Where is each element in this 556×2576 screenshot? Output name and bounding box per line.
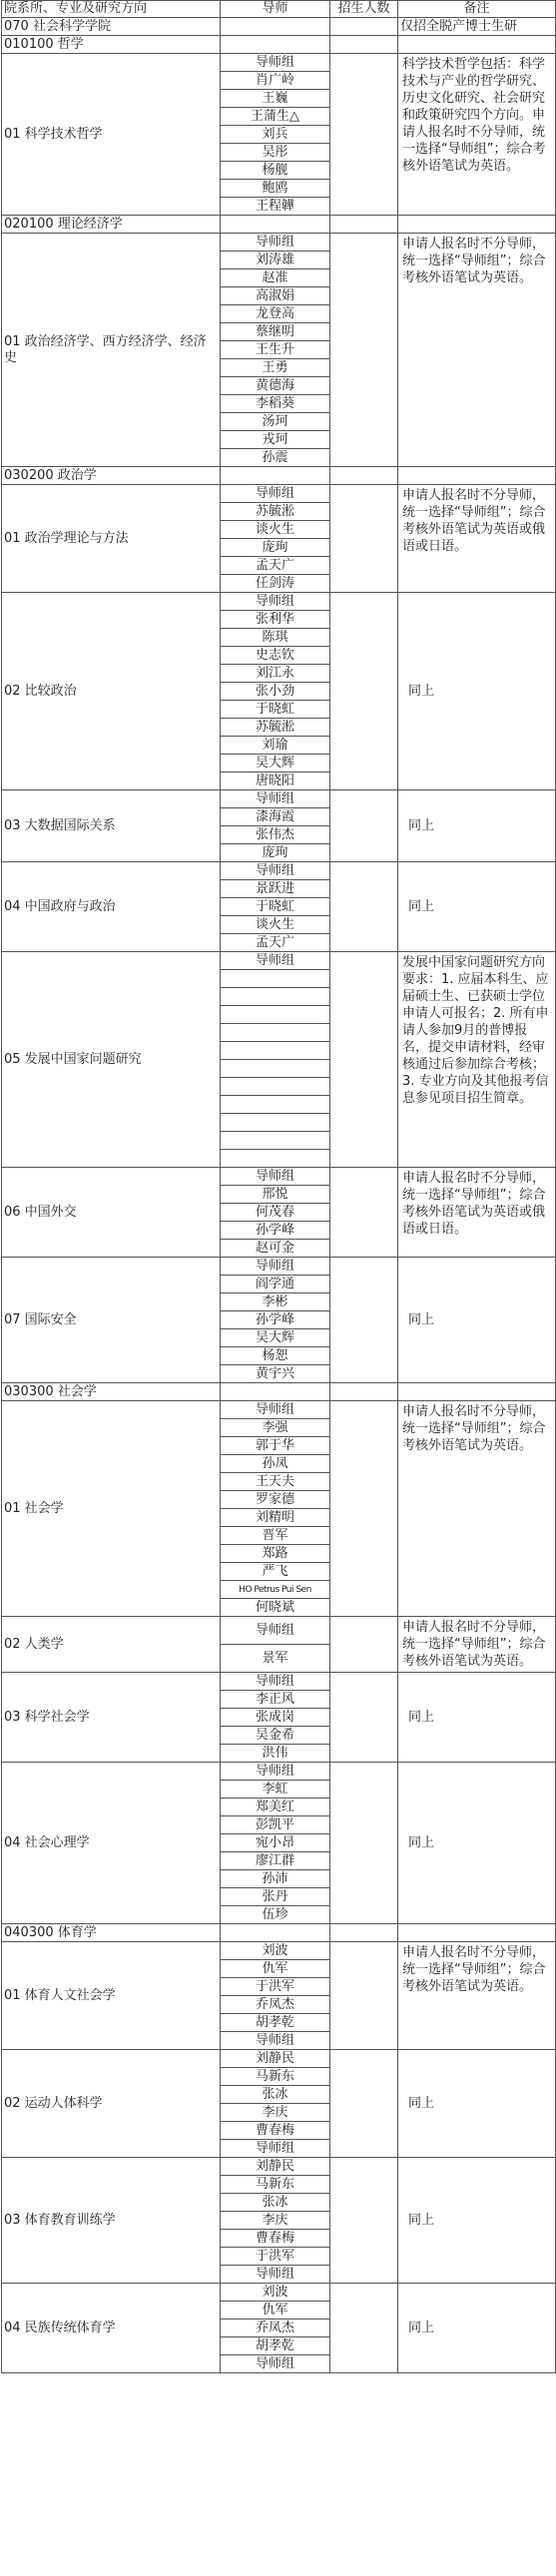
advisor-cell: 阎学通: [221, 1276, 330, 1293]
advisor-cell: 张成岗: [221, 1709, 330, 1727]
advisor-cell: 苏毓淞: [221, 719, 330, 737]
direction-name: 07 国际安全: [2, 1258, 221, 1383]
advisor-cell: HO Petrus Pui Sen: [221, 1581, 330, 1599]
advisor-cell: 何晓斌: [221, 1599, 330, 1617]
advisor-cell: 李庆: [221, 2104, 330, 2122]
advisor-cell: 于晓虹: [221, 701, 330, 719]
direction-name: 04 社会心理学: [2, 1763, 221, 1924]
direction-note: 申请人报名时不分导师，统一选择“导师组”；综合考核外语笔试为英语。: [398, 1942, 556, 2050]
advisor-cell: 吴金希: [221, 1727, 330, 1745]
major-label: 040300 体育学: [2, 1924, 221, 1942]
advisor-cell: 曹春梅: [221, 2230, 330, 2248]
advisor-cell: [221, 988, 330, 1006]
table-row: [2, 1763, 556, 1781]
enrollment-cell: [330, 1617, 398, 1673]
table-row: [2, 54, 556, 72]
direction-name: 01 社会学: [2, 1401, 221, 1617]
advisor-cell: 导师组: [221, 593, 330, 611]
advisor-cell: 李强: [221, 1419, 330, 1437]
direction-note: 同上: [398, 2050, 556, 2158]
advisor-cell: 郑路: [221, 1545, 330, 1563]
header-notes: 备注: [398, 1, 556, 18]
college-label: 070 社会科学学院: [2, 18, 221, 36]
advisor-cell: 肖广岭: [221, 72, 330, 90]
advisor-cell: 李稻葵: [221, 395, 330, 413]
table-row: [2, 952, 556, 970]
direction-name: 03 体育教育训练学: [2, 2158, 221, 2284]
advisor-cell: 洪伟: [221, 1745, 330, 1763]
advisor-cell: 李庆: [221, 2212, 330, 2230]
header-department: 院系所、专业及研究方向: [2, 1, 221, 18]
direction-note: 同上: [398, 593, 556, 790]
advisor-cell: 李虹: [221, 1781, 330, 1799]
advisor-cell: 导师组: [221, 54, 330, 72]
table-header-row: [2, 1, 556, 18]
advisor-cell: 刘静民: [221, 2050, 330, 2068]
direction-name: 01 体育人文社会学: [2, 1942, 221, 2050]
advisor-cell: [221, 1024, 330, 1042]
advisor-cell: 导师组: [221, 1258, 330, 1276]
advisor-cell: 孙沛: [221, 1870, 330, 1888]
advisor-cell: 庞珣: [221, 844, 330, 862]
enrollment-cell: [330, 485, 398, 593]
advisor-cell: 导师组: [221, 862, 330, 880]
header-advisor: 导师: [221, 1, 330, 18]
direction-note: 同上: [398, 790, 556, 862]
table-body: [2, 18, 556, 2373]
table-row: [2, 234, 556, 252]
advisor-cell: [221, 1078, 330, 1096]
table-row: [2, 2050, 556, 2068]
direction-note: 申请人报名时不分导师，统一选择“导师组”；综合考核外语笔试为英语。: [398, 1617, 556, 1673]
direction-name: 03 大数据国际关系: [2, 790, 221, 862]
advisor-cell: 导师组: [221, 2266, 330, 2284]
advisor-cell: 彭凯平: [221, 1816, 330, 1834]
advisor-cell: 郑美红: [221, 1799, 330, 1816]
advisor-cell: [221, 1006, 330, 1024]
enrollment-cell: [330, 593, 398, 790]
advisor-cell: 导师组: [221, 1401, 330, 1419]
advisor-cell: 鲍鸥: [221, 180, 330, 198]
advisor-cell: 严飞: [221, 1563, 330, 1581]
advisor-cell: 张冰: [221, 2194, 330, 2212]
advisor-cell: 刘兵: [221, 126, 330, 144]
advisor-cell: 吴大辉: [221, 755, 330, 773]
direction-name: 02 人类学: [2, 1617, 221, 1673]
admissions-table: [1, 0, 556, 2373]
advisor-cell: 郭于华: [221, 1437, 330, 1455]
advisor-cell: 王程韡: [221, 198, 330, 216]
advisor-cell: 李正风: [221, 1691, 330, 1709]
header-enrollment: 招生人数: [330, 1, 398, 18]
advisor-cell: 任剑涛: [221, 575, 330, 593]
advisor-cell: 张小劲: [221, 683, 330, 701]
major-label: 020100 理论经济学: [2, 216, 221, 234]
advisor-cell: 何茂春: [221, 1204, 330, 1222]
direction-note: 申请人报名时不分导师，统一选择“导师组”；综合考核外语笔试为英语。: [398, 234, 556, 467]
enrollment-cell: [330, 234, 398, 467]
advisor-cell: 王生升: [221, 341, 330, 359]
advisor-cell: 王天夫: [221, 1473, 330, 1491]
direction-note: 同上: [398, 2158, 556, 2284]
table-row: [2, 2158, 556, 2176]
advisor-cell: 龙登高: [221, 305, 330, 323]
advisor-cell: 孙震: [221, 449, 330, 467]
enrollment-cell: [330, 1942, 398, 2050]
direction-name: 02 比较政治: [2, 593, 221, 790]
advisor-cell: 王蒲生△: [221, 108, 330, 126]
advisor-cell: 刘静民: [221, 2158, 330, 2176]
advisor-cell: [221, 1096, 330, 1114]
advisor-cell: 胡孝乾: [221, 2014, 330, 2032]
table-row: [2, 1168, 556, 1186]
advisor-cell: 杨恕: [221, 1347, 330, 1365]
advisor-cell: 王巍: [221, 90, 330, 108]
table-row: [2, 790, 556, 808]
advisor-cell: 汤珂: [221, 413, 330, 431]
enrollment-cell: [330, 1168, 398, 1258]
direction-name: 03 科学社会学: [2, 1673, 221, 1763]
direction-name: 05 发展中国家问题研究: [2, 952, 221, 1168]
enrollment-cell: [330, 952, 398, 1168]
advisor-cell: 导师组: [221, 2140, 330, 2158]
advisor-cell: 导师组: [221, 485, 330, 503]
advisor-cell: 张利华: [221, 611, 330, 629]
direction-note: 发展中国家问题研究方向要求：1. 应届本科生、应届硕士生、已获硕士学位申请人可报名；2. 所有申请人参加9月的普博报名，提交申请材料，经审核通过后参加综合考核；3. 专业方向及其他报考信息参见项目招生简章。: [398, 952, 556, 1168]
advisor-cell: 刘波: [221, 1942, 330, 1960]
advisor-cell: 张冰: [221, 2086, 330, 2104]
enrollment-cell: [330, 862, 398, 952]
direction-name: 01 政治经济学、西方经济学、经济史: [2, 234, 221, 467]
enrollment-cell: [330, 2050, 398, 2158]
direction-note: 同上: [398, 862, 556, 952]
advisor-cell: [221, 1042, 330, 1060]
advisor-cell: 黄宇兴: [221, 1365, 330, 1383]
advisor-cell: [221, 1114, 330, 1132]
college-note: 仅招全脱产博士生研: [398, 18, 556, 36]
direction-note: 科学技术哲学包括：科学技术与产业的哲学研究、历史文化研究、社会研究和政策研究四个方向。申请人报名时不分导师，统一选择“导师组”；综合考核外语笔试为英语。: [398, 54, 556, 216]
advisor-cell: 于晓虹: [221, 898, 330, 916]
advisor-cell: 罗家德: [221, 1491, 330, 1509]
direction-note: 同上: [398, 1763, 556, 1924]
advisor-cell: 王勇: [221, 359, 330, 377]
advisor-cell: 吴大辉: [221, 1329, 330, 1347]
advisor-cell: 庞珣: [221, 539, 330, 557]
direction-name: 04 中国政府与政治: [2, 862, 221, 952]
table-row: [2, 1617, 556, 1645]
table-row: [2, 1673, 556, 1691]
enrollment-cell: [330, 2158, 398, 2284]
advisor-cell: 导师组: [221, 2355, 330, 2373]
table-row: [2, 485, 556, 503]
direction-name: 06 中国外交: [2, 1168, 221, 1258]
enrollment-cell: [330, 1673, 398, 1763]
enrollment-cell: [330, 1763, 398, 1924]
advisor-cell: 宛小昂: [221, 1834, 330, 1852]
major-row: [2, 1924, 556, 1942]
direction-note: 同上: [398, 1673, 556, 1763]
advisor-cell: [221, 1132, 330, 1150]
table-row: [2, 2284, 556, 2302]
advisor-cell: 高淑娟: [221, 287, 330, 305]
major-label: 010100 哲学: [2, 36, 221, 54]
enrollment-cell: [330, 54, 398, 216]
advisor-cell: 导师组: [221, 2032, 330, 2050]
advisor-cell: 晋军: [221, 1527, 330, 1545]
advisor-cell: 胡孝乾: [221, 2337, 330, 2355]
major-row: [2, 467, 556, 485]
enrollment-cell: [330, 2284, 398, 2373]
direction-name: 02 运动人体科学: [2, 2050, 221, 2158]
advisor-cell: 赵准: [221, 269, 330, 287]
major-row: [2, 36, 556, 54]
advisor-cell: 邢悦: [221, 1186, 330, 1204]
direction-name: 01 科学技术哲学: [2, 54, 221, 216]
advisor-cell: 导师组: [221, 234, 330, 252]
major-row: [2, 216, 556, 234]
advisor-cell: 张丹: [221, 1888, 330, 1906]
advisor-cell: 孟天广: [221, 557, 330, 575]
enrollment-cell: [330, 1258, 398, 1383]
advisor-cell: 史志钦: [221, 647, 330, 665]
advisor-cell: [221, 1150, 330, 1168]
advisor-cell: 导师组: [221, 790, 330, 808]
advisor-cell: 廖江群: [221, 1852, 330, 1870]
advisor-cell: 孟天广: [221, 934, 330, 952]
direction-note: 同上: [398, 2284, 556, 2373]
advisor-cell: 乔凤杰: [221, 1996, 330, 2014]
table-row: [2, 1401, 556, 1419]
table-row: [2, 1942, 556, 1960]
direction-note: 同上: [398, 1258, 556, 1383]
advisor-cell: 于洪军: [221, 2248, 330, 2266]
table-row: [2, 593, 556, 611]
advisor-cell: 导师组: [221, 1763, 330, 1781]
advisor-cell: 赵可金: [221, 1240, 330, 1258]
advisor-cell: 李彬: [221, 1293, 330, 1311]
direction-note: 申请人报名时不分导师，统一选择“导师组”；综合考核外语笔试为英语或俄语或日语。: [398, 485, 556, 593]
advisor-cell: 马新东: [221, 2176, 330, 2194]
advisor-cell: 导师组: [221, 952, 330, 970]
advisor-cell: 于洪军: [221, 1978, 330, 1996]
direction-name: 01 政治学理论与方法: [2, 485, 221, 593]
advisor-cell: 刘瑜: [221, 737, 330, 755]
advisor-cell: 景军: [221, 1645, 330, 1673]
advisor-cell: 苏毓淞: [221, 503, 330, 521]
advisor-cell: 漆海霞: [221, 808, 330, 826]
advisor-cell: 伍珍: [221, 1906, 330, 1924]
advisor-cell: 导师组: [221, 1168, 330, 1186]
advisor-cell: 景跃进: [221, 880, 330, 898]
advisor-cell: 刘涛雄: [221, 252, 330, 269]
advisor-cell: 戎珂: [221, 431, 330, 449]
advisor-cell: 谈火生: [221, 916, 330, 934]
advisor-cell: 曹春梅: [221, 2122, 330, 2140]
advisor-cell: 马新东: [221, 2068, 330, 2086]
major-label: 030300 社会学: [2, 1383, 221, 1401]
advisor-cell: 吴彤: [221, 144, 330, 162]
advisor-cell: 孙学峰: [221, 1311, 330, 1329]
advisor-cell: 张伟杰: [221, 826, 330, 844]
advisor-cell: [221, 1060, 330, 1078]
advisor-cell: 仇军: [221, 2302, 330, 2319]
advisor-cell: 唐晓阳: [221, 773, 330, 790]
advisor-cell: 陈琪: [221, 629, 330, 647]
enrollment-cell: [330, 790, 398, 862]
advisor-cell: 蔡继明: [221, 323, 330, 341]
major-row: [2, 1383, 556, 1401]
table-row: [2, 1258, 556, 1276]
advisor-cell: 刘江永: [221, 665, 330, 683]
direction-note: 申请人报名时不分导师，统一选择“导师组”；综合考核外语笔试为英语。: [398, 1401, 556, 1617]
advisor-cell: 乔凤杰: [221, 2319, 330, 2337]
advisor-cell: 黄德海: [221, 377, 330, 395]
direction-name: 04 民族传统体育学: [2, 2284, 221, 2373]
advisor-cell: 孙学峰: [221, 1222, 330, 1240]
major-label: 030200 政治学: [2, 467, 221, 485]
advisor-cell: 刘精明: [221, 1509, 330, 1527]
advisor-cell: 谈火生: [221, 521, 330, 539]
advisor-cell: 杨舰: [221, 162, 330, 180]
advisor-cell: 导师组: [221, 1673, 330, 1691]
advisor-cell: 仇军: [221, 1960, 330, 1978]
advisor-cell: 孙凤: [221, 1455, 330, 1473]
advisor-cell: 导师组: [221, 1617, 330, 1645]
table-row: [2, 862, 556, 880]
advisor-cell: [221, 970, 330, 988]
college-row: [2, 18, 556, 36]
advisor-cell: 刘波: [221, 2284, 330, 2302]
direction-note: 申请人报名时不分导师，统一选择“导师组”；综合考核外语笔试为英语或俄语或日语。: [398, 1168, 556, 1258]
enrollment-cell: [330, 1401, 398, 1617]
